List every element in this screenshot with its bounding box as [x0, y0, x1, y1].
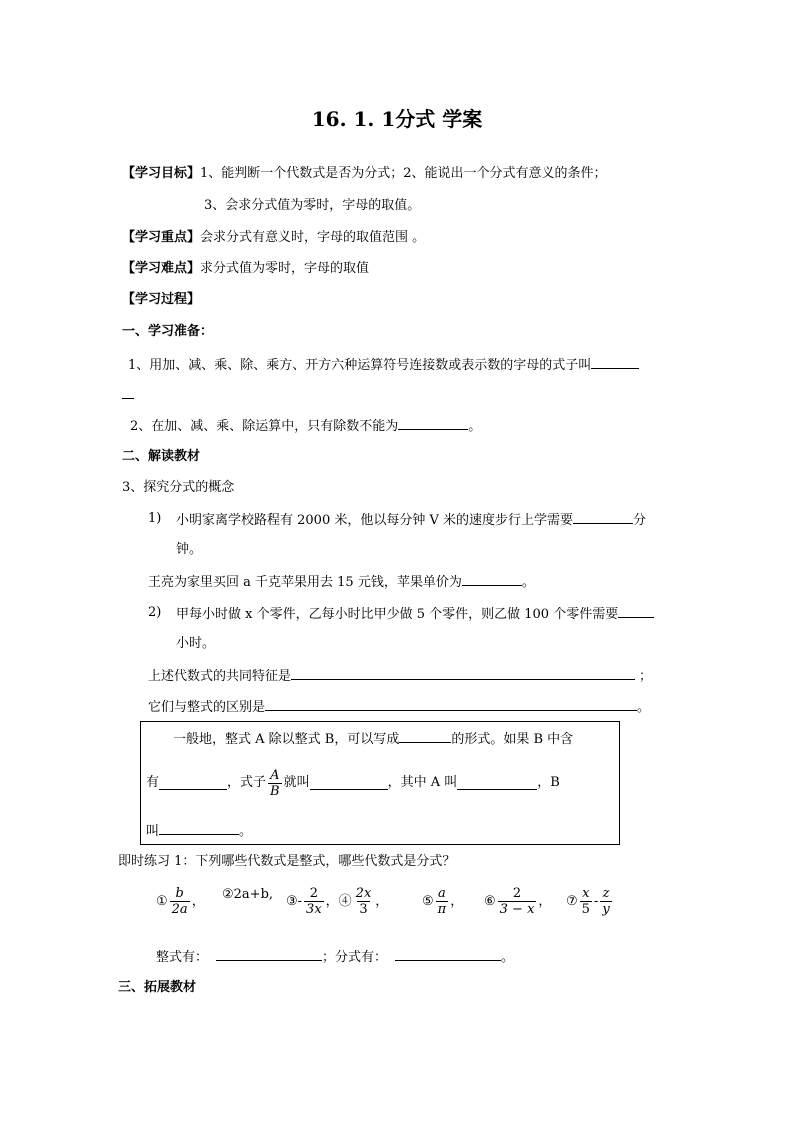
- definition-text9: 。: [239, 824, 253, 839]
- definition-line1: [173, 729, 573, 749]
- option-3-denominator: 3x: [306, 902, 322, 917]
- objectives-text1: 1、能判断一个代数式是否为分式；2、能说出一个分式有意义的条件；: [200, 166, 607, 181]
- option-7-denominator-1: 5: [581, 902, 590, 917]
- answer-blank: [457, 776, 537, 790]
- fraction-numerator: A: [270, 767, 280, 783]
- option-1-mark: ①: [156, 893, 168, 909]
- wang-problem-end: 。: [521, 575, 535, 590]
- section1-heading: 一、学习准备：: [122, 324, 214, 339]
- option-1-denominator: 2a: [171, 902, 188, 917]
- option-5: [422, 886, 463, 917]
- answer-blank: [462, 572, 522, 586]
- problem-1-unit: 分: [633, 513, 647, 528]
- option-4-fraction: [354, 886, 374, 917]
- problem-2-text: 甲每小时做 x 个零件，乙每小时比甲少做 5 个零件，则乙做 100 个零件需要: [176, 607, 619, 622]
- definition-line2: [146, 764, 560, 802]
- option-7-operator: -: [593, 893, 599, 909]
- problem-2-number: 2): [148, 605, 162, 620]
- question-2-text: 2、在加、减、乘、除运算中，只有除数不能为: [130, 419, 399, 434]
- option-1: [156, 886, 205, 917]
- definition-text8: 叫: [146, 824, 160, 839]
- answer-blank: [395, 947, 501, 961]
- difficulty-text: 求分式值为零时，字母的取值: [200, 261, 370, 276]
- difference-end: 。: [637, 700, 651, 715]
- objectives-line1: [122, 165, 607, 183]
- answer-blank: [159, 821, 239, 835]
- question-2-end: 。: [468, 419, 482, 434]
- option-6-mark: ⑥: [484, 893, 496, 909]
- process-label: 【学习过程】: [122, 292, 201, 307]
- option-4-numerator: 2x: [355, 886, 372, 901]
- problem-2: [176, 604, 654, 624]
- key-point-text: 会求分式有意义时，字母的取值范围 。: [200, 230, 426, 245]
- problem-1-continued: 钟。: [176, 542, 203, 557]
- answer-blank: [573, 510, 633, 524]
- problem-1-text: 小明家离学校路程有 2000 米，他以每分钟 V 米的速度步行上学需要: [176, 513, 574, 528]
- option-6: [484, 886, 551, 917]
- answer-blank: [122, 385, 134, 399]
- answer-blank: [618, 604, 654, 618]
- answer-blank: [159, 776, 227, 790]
- option-4-separator: ，: [375, 893, 389, 909]
- option-7-numerator-2: z: [602, 886, 610, 901]
- definition-text3: 有: [146, 775, 160, 790]
- option-2: ②2a+b,: [222, 887, 274, 902]
- fraction-denominator: B: [270, 783, 280, 799]
- section3-heading: 三、拓展教材: [118, 980, 197, 995]
- definition-text5: 就叫: [283, 775, 310, 790]
- option-6-fraction: [498, 886, 537, 917]
- option-7-mark: ⑦: [566, 893, 578, 909]
- option-5-mark: ⑤: [422, 893, 434, 909]
- difficulty-label: 【学习难点】: [122, 261, 201, 276]
- page-title: 16. 1. 1分式 学案: [311, 107, 483, 131]
- option-1-numerator: b: [175, 886, 184, 901]
- answer-blank: [310, 776, 388, 790]
- answer-blank: [291, 666, 635, 680]
- definition-line3: [146, 821, 252, 841]
- option-7-numerator-1: x: [582, 886, 590, 901]
- option-1-fraction: [170, 886, 190, 917]
- key-point: [122, 229, 425, 247]
- key-point-label: 【学习重点】: [122, 230, 201, 245]
- definition-text6: ，其中 A 叫: [387, 775, 458, 790]
- definition-text2: 的形式。如果 B 中含: [451, 732, 574, 747]
- difficulty: [122, 260, 369, 278]
- wang-problem-text: 王亮为家里买回 a 千克苹果用去 15 元钱，苹果单价为: [148, 575, 462, 590]
- option-3-mark: ③-: [286, 893, 303, 909]
- difference-text: 它们与整式的区别是: [148, 700, 266, 715]
- question-1-continued: [122, 385, 134, 405]
- definition-text4: ，式子: [227, 775, 267, 790]
- definition-text7: ，B: [537, 775, 560, 790]
- common-feature-end: ；: [639, 669, 653, 684]
- question-1: [128, 355, 639, 375]
- option-6-separator: ，: [538, 893, 552, 909]
- definition-text1: 一般地，整式 A 除以整式 B，可以写成: [173, 732, 400, 747]
- question-1-text: 1、用加、减、乘、除、乘方、开方六种运算符号连接数或表示数的字母的式子叫: [128, 358, 592, 373]
- option-7-fraction-2: [600, 886, 611, 917]
- option-6-numerator: 2: [512, 886, 522, 901]
- wang-problem: [148, 572, 535, 592]
- option-1-separator: ，: [191, 893, 205, 909]
- objectives-label: 【学习目标】: [122, 166, 201, 181]
- integral-label: 整式有：: [156, 950, 209, 965]
- difference: [148, 697, 650, 717]
- option-5-separator: ，: [450, 893, 464, 909]
- practice-answer-line: [156, 947, 514, 967]
- option-7-denominator-2: y: [602, 902, 610, 917]
- answer-blank: [216, 947, 322, 961]
- fraction-label: ；分式有：: [322, 950, 388, 965]
- problem-1: [176, 510, 646, 530]
- option-5-numerator: a: [438, 886, 446, 901]
- option-7: [566, 886, 614, 917]
- answer-blank: [591, 355, 639, 369]
- option-5-fraction: [436, 886, 449, 917]
- common-feature: [148, 666, 652, 686]
- section2-heading: 二、解读教材: [122, 449, 201, 464]
- problem-2-continued: 小时。: [176, 636, 216, 651]
- option-3-fraction: [304, 886, 324, 917]
- fraction-a-over-b: [268, 768, 282, 799]
- answer-blank: [265, 697, 637, 711]
- option-3-separator: ，④: [325, 893, 352, 909]
- option-5-denominator: π: [437, 902, 447, 917]
- option-3-numerator: 2: [309, 886, 318, 901]
- subsection-3-title: 3、探究分式的概念: [122, 480, 235, 495]
- option-6-denominator: 3 − x: [499, 902, 535, 917]
- objectives-line2: 3、会求分式值为零时，字母的取值。: [204, 198, 421, 213]
- answer-blank: [398, 416, 468, 430]
- question-2: [130, 416, 481, 436]
- practice-answer-end: 。: [501, 950, 515, 965]
- option-3: [286, 886, 388, 917]
- common-feature-text: 上述代数式的共同特征是: [148, 669, 292, 684]
- problem-1-number: 1): [148, 511, 162, 526]
- option-4-denominator: 3: [359, 902, 368, 917]
- option-7-fraction-1: [580, 886, 592, 917]
- practice-prompt: 即时练习 1：下列哪些代数式是整式，哪些代数式是分式？: [118, 854, 456, 869]
- answer-blank: [399, 729, 451, 743]
